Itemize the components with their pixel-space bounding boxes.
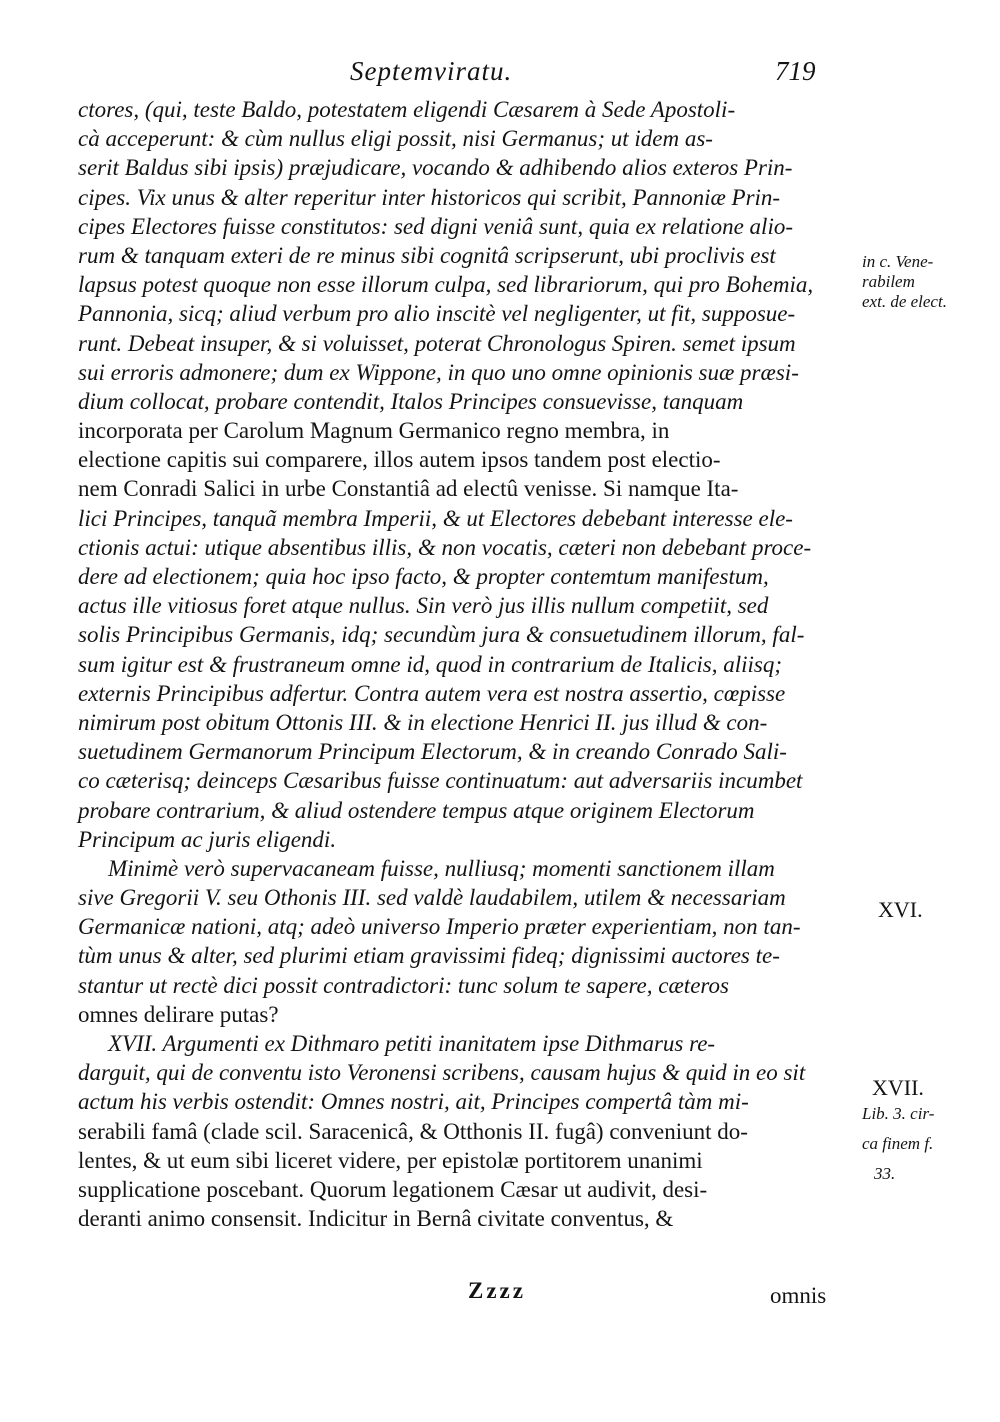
text-line-18: actus ille vitiosus foret atque nullus. Sin verò jus illis nullum competiit, sed [78,593,769,619]
text-line-24: co cæterisq; deinceps Cæsaribus fuisse continuatum: aut adversariis incumbet [78,768,803,794]
text-line-25: probare contrarium, & aliud ostendere tempus atque originem Electorum [78,797,755,823]
text-line-33: XVII. Argumenti ex Dithmaro petiti inanitatem ipse Dithmarus re- [108,1031,716,1056]
text-line-35: actum his verbis ostendit: Omnes nostri, ait, Principes compertâ tàm mi- [78,1089,749,1115]
text-line-28: sive Gregorii V. seu Othonis III. sed valdè laudabilem, utilem & necessariam [78,885,786,911]
catchword: omnis [770,1283,827,1308]
section-number-16: XVI. [878,897,923,922]
text-line-22: nimirum post obitum Ottonis III. & in electione Henrici II. jus illud & con- [78,709,768,735]
text-line-26: Principum ac juris eligendi. [78,826,337,852]
text-line-7: lapsus potest quoque non esse illorum culpa, sed librariorum, qui pro Bohemia, [78,272,814,298]
text-line-36: serabili famâ (clade scil. Saracenicâ, & Otthonis II. fugâ) conveniunt do- [78,1118,748,1144]
text-line-11: dium collocat, probare contendit, Italos Principes consuevisse, tanquam [78,388,744,414]
text-line-4: cipes. Vix unus & alter reperitur inter historicos qui scribit, Pannoniæ Prin- [78,184,781,210]
margin-note-1-line-1: in c. Vene- [862,252,934,271]
text-line-10: sui erroris admonere; dum ex Wippone, in quo uno omne opinionis suæ præsi- [78,359,799,385]
text-line-15: lici Principes, tanquã membra Imperii, & ut Electores debebant interesse ele- [78,505,793,531]
text-line-13: electione capitis sui comparere, illos autem ipsos tandem post electio- [78,447,721,473]
text-line-16: ctionis actui: utique absentibus illis, & non vocatis, cæteri non debebant proce- [78,534,812,560]
text-line-12: incorporata per Carolum Magnum Germanico regno membra, in [78,418,670,444]
signature-mark: Zzzz [468,1278,526,1303]
margin-note-2-line-1: Lib. 3. cir- [862,1104,935,1123]
section-number-17: XVII. [872,1075,924,1100]
text-line-30: tùm unus & alter, sed plurimi etiam gravissimi fideq; dignissimi auctores te- [78,943,780,969]
text-line-20: sum igitur est & frustraneum omne id, quod in contrarium de Italicis, aliisq; [78,651,783,677]
text-line-1: ctores, (qui, teste Baldo, potestatem eligendi Cæsarem à Sede Apostoli- [78,97,736,122]
text-line-3: serit Baldus sibi ipsis) præjudicare, vocando & adhibendo alios exteros Prin- [78,155,793,181]
text-line-32: omnes delirare putas? [78,1001,279,1027]
text-line-5: cipes Electores fuisse constitutos: sed digni veniâ sunt, quia ex relatione alio- [78,213,793,239]
main-text-block [78,95,858,1233]
margin-note-2-line-3: 33. [874,1164,896,1183]
text-line-21: externis Principibus adfertur. Contra autem vera est nostra assertio, cœpisse [78,680,786,706]
text-line-8: Pannonia, sicq; aliud verbum pro alio inscitè vel negligenter, ut fit, supposue- [78,301,796,327]
text-line-31: stantur ut rectè dici possit contradictori: tunc solum te sapere, cæteros [78,972,729,998]
text-line-19: solis Principibus Germanis, idq; secundùm jura & consuetudinem illorum, fal- [78,622,805,648]
text-line-39: deranti animo consensit. Indicitur in Bernâ civitate conventus, & [78,1206,674,1232]
running-title: Septemviratu. [350,56,513,86]
text-line-2: cà acceperunt: & cùm nullus eligi possit, nisi Germanus; ut idem as- [78,126,713,152]
text-line-6: rum & tanquam exteri de re minus sibi cognitâ scripserunt, ubi proclivis est [78,242,776,268]
page-number: 719 [775,56,816,86]
text-line-38: supplicatione poscebant. Quorum legationem Cæsar ut audivit, desi- [78,1176,708,1202]
margin-note-2-line-2: ca finem f. [862,1134,934,1153]
text-line-9: runt. Debeat insuper, & si voluisset, poterat Chronologus Spiren. semet ipsum [78,330,796,356]
text-line-29: Germanicæ nationi, atq; adeò universo Imperio præter experientiam, non tan- [78,914,801,940]
text-line-14: nem Conradi Salici in urbe Constantiâ ad electû venisse. Si namque Ita- [78,476,739,502]
text-line-23: suetudinem Germanorum Principum Electorum, & in creando Conrado Sali- [78,739,787,765]
text-line-27: Minimè verò supervacaneam fuisse, nulliusq; momenti sanctionem illam [108,855,775,881]
text-line-34: darguit, qui de conventu isto Veronensi scribens, causam hujus & quid in eo sit [78,1060,806,1086]
text-line-17: dere ad electionem; quia hoc ipso facto, & propter contemtum manifestum, [78,564,769,589]
text-line-37: lentes, & ut eum sibi liceret videre, per epistolæ portitorem unanimi [78,1147,703,1173]
margin-note-1-line-2: rabilem [862,272,915,291]
margin-note-1-line-3: ext. de elect. [862,292,947,311]
